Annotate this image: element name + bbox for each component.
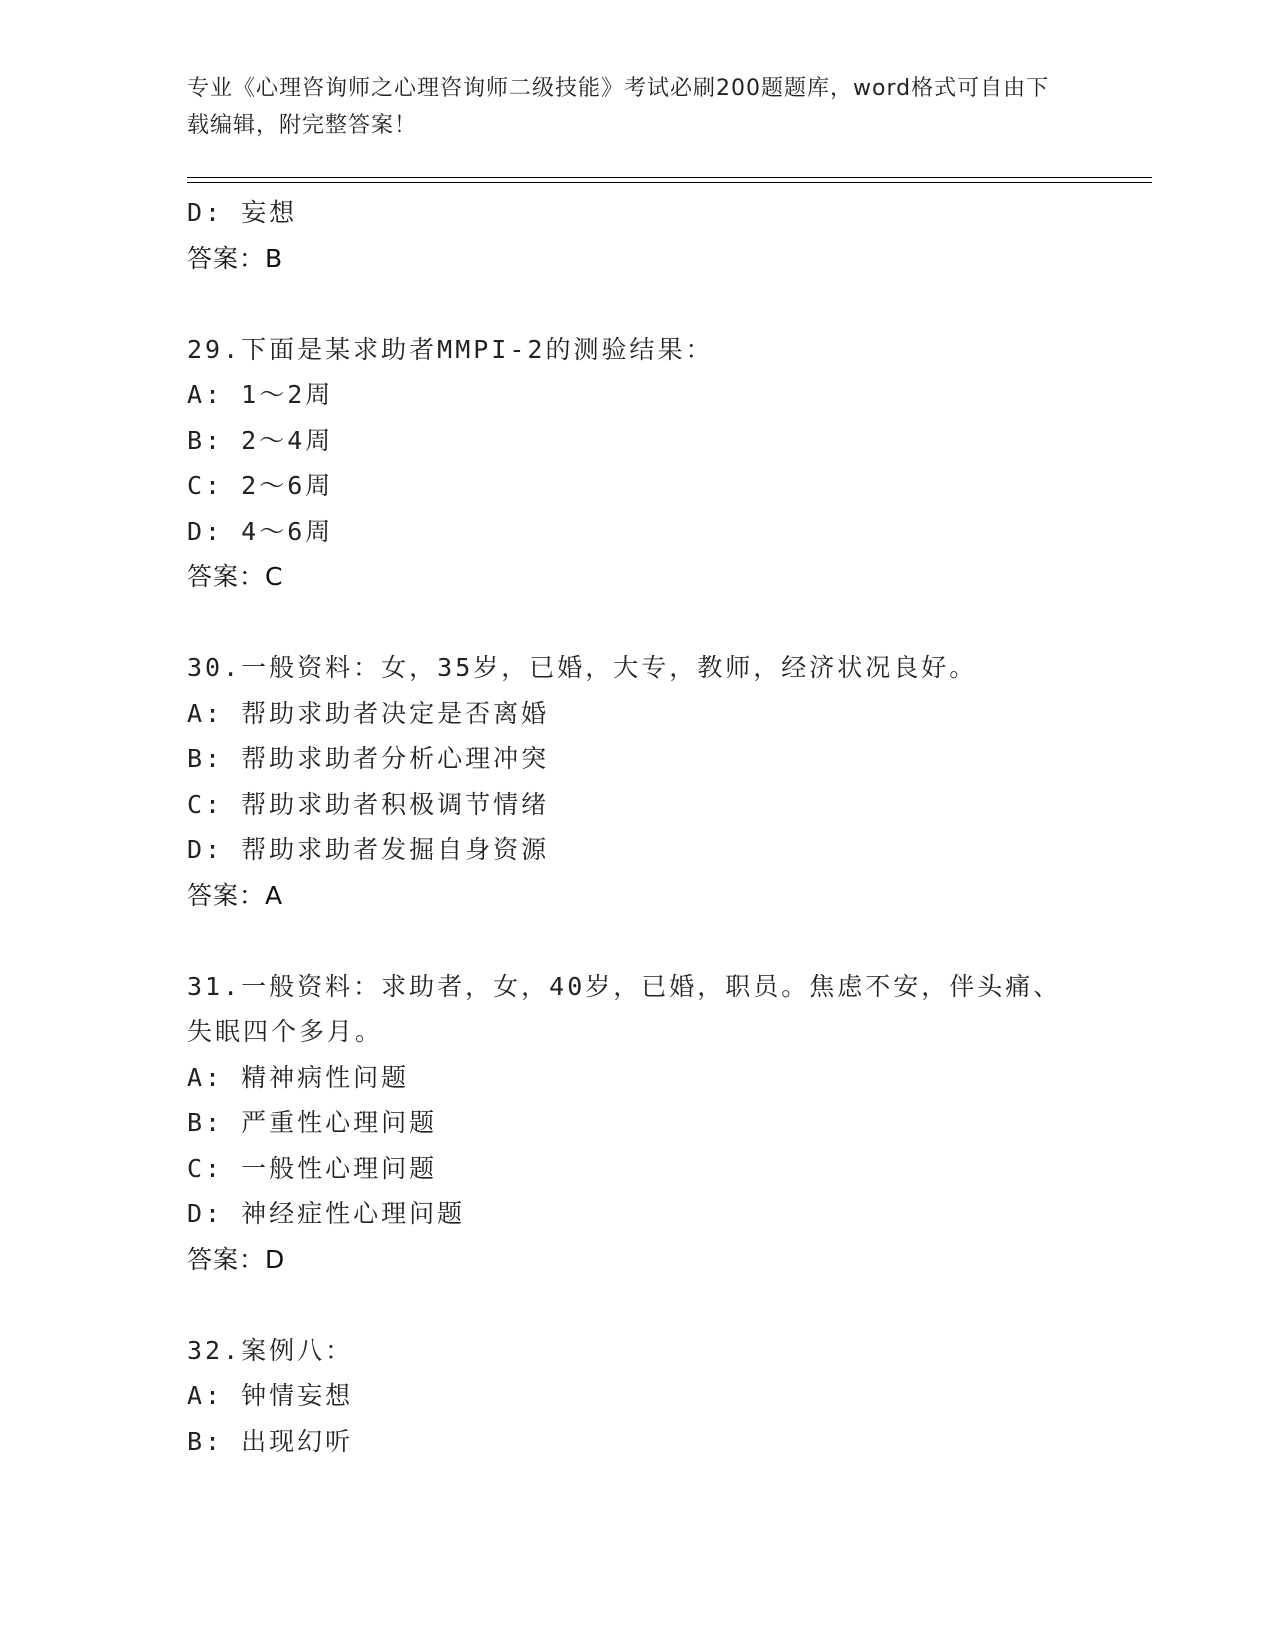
option-b: B: 帮助求助者分析心理冲突 [187,744,550,773]
question-stem: 31.一般资料：求助者，女，40岁，已婚，职员。焦虑不安，伴头痛、失眠四个多月。 [187,971,1062,1046]
option-a: A: 帮助求助者决定是否离婚 [187,698,550,728]
option-c: C: 帮助求助者积极调节情绪 [187,789,550,819]
header-text: 专业《心理咨询师之心理咨询师二级技能》考试必刷200题题库，word格式可自由下载编辑，附完整答案！ [187,76,1050,138]
question-29 [187,327,1087,600]
question-stem: 29.下面是某求助者MMPI-2的测验结果： [187,334,714,364]
option-b: B: 2～4周 [187,425,334,455]
question-30 [187,645,1087,918]
spacer [187,918,1087,964]
option-b: B: 出现幻听 [187,1426,354,1456]
answer: 答案：B [187,243,284,273]
option-c: C: 2～6周 [187,471,334,500]
spacer [187,1282,1087,1328]
header-rule-bottom [187,182,1152,183]
answer: 答案：A [187,880,284,910]
question-stem: 30.一般资料：女，35岁，已婚，大专，教师，经济状况良好。 [187,653,978,682]
option-d: D: 4～6周 [187,516,334,546]
answer: 答案：D [187,1244,286,1274]
option-d: D: 妄想 [187,198,298,227]
option-c: C: 一般性心理问题 [187,1153,438,1183]
document-header [187,70,1067,144]
question-list [187,190,1087,1464]
question-32 [187,1328,1087,1465]
option-a: A: 1～2周 [187,380,334,409]
header-rule-top [187,177,1152,178]
option-a: A: 精神病性问题 [187,1062,410,1092]
answer: 答案：C [187,562,284,591]
spacer [187,281,1087,327]
spacer [187,600,1087,646]
question-31 [187,964,1087,1283]
option-d: D: 神经症性心理问题 [187,1199,466,1228]
option-b: B: 严重性心理问题 [187,1108,438,1137]
option-a: A: 钟情妄想 [187,1381,354,1410]
question-stem: 32.案例八： [187,1335,354,1365]
option-d: D: 帮助求助者发掘自身资源 [187,835,550,864]
